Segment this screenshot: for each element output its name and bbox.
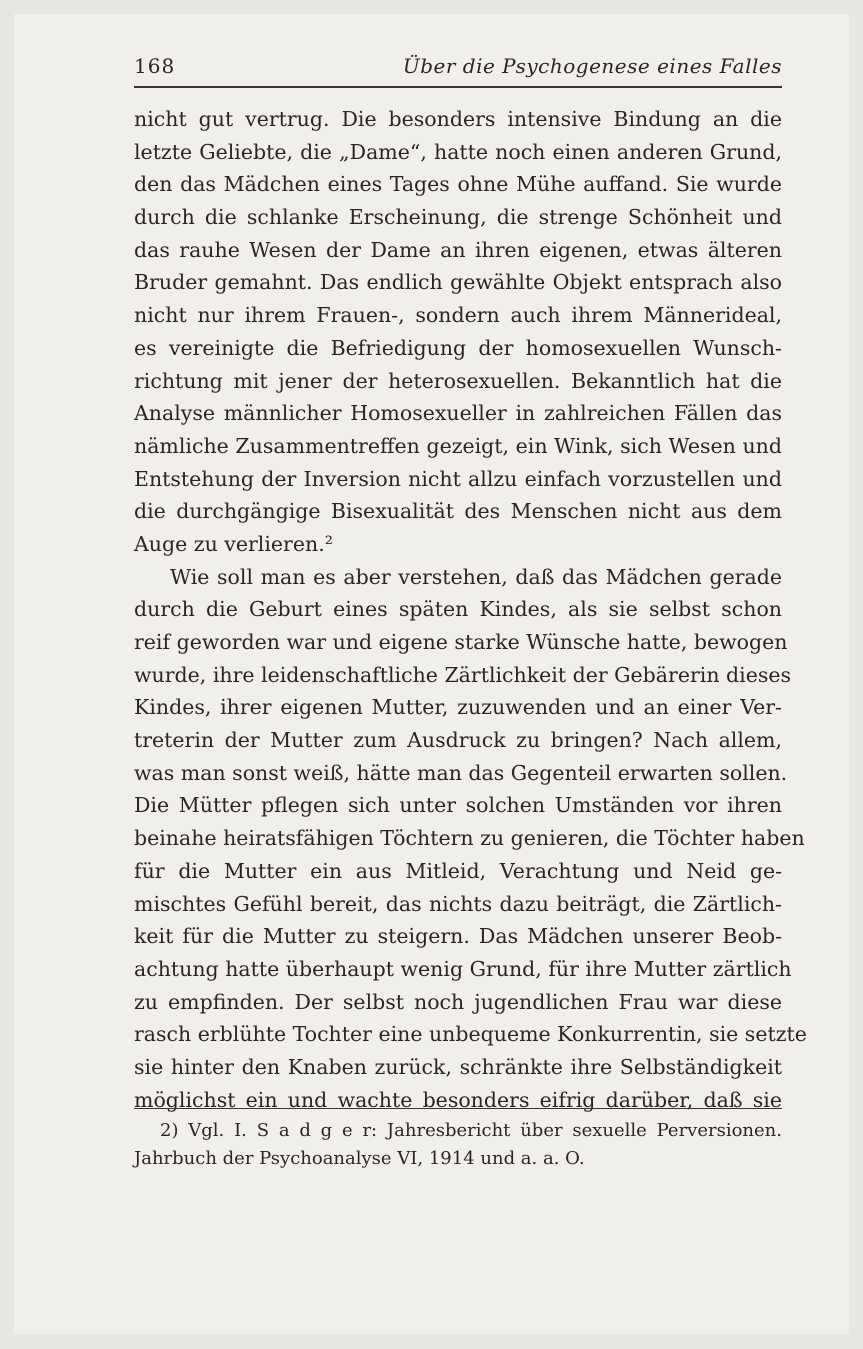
page-number: 168 — [134, 54, 176, 78]
text-line: Analyse männlicher Homosexueller in zahlreichen Fällen das — [134, 401, 782, 426]
footnote-line: Jahrbuch der Psychoanalyse VI, 1914 und a. a. O. — [134, 1148, 585, 1169]
text-line: Kindes, ihrer eigenen Mutter, zuzuwenden und an einer Ver- — [134, 695, 782, 720]
text-line: richtung mit jener der heterosexuellen. Bekanntlich hat die — [134, 368, 782, 393]
text-line: es vereinigte die Befriedigung der homosexuellen Wunsch- — [134, 335, 782, 360]
text-line: Die Mütter pflegen sich unter solchen Umständen vor ihren — [134, 793, 782, 818]
page-header — [134, 54, 782, 84]
text-line: treterin der Mutter zum Ausdruck zu bringen? Nach allem, — [134, 728, 782, 753]
text-line: reif geworden war und eigene starke Wünsche hatte, bewogen — [134, 630, 788, 654]
body-text — [134, 103, 807, 1116]
header-rule — [134, 86, 782, 88]
text-line: beinahe heiratsfähigen Töchtern zu genieren, die Töchter haben — [134, 826, 805, 851]
text-line: durch die Geburt eines späten Kindes, als sie selbst schon — [134, 597, 782, 622]
text-line: Wie soll man es aber verstehen, daß das Mädchen gerade — [170, 564, 782, 589]
text-line: nicht gut vertrug. Die besonders intensive Bindung an die — [134, 107, 782, 131]
text-line: Bruder gemahnt. Das endlich gewählte Objekt entsprach also — [134, 270, 782, 295]
text-line: für die Mutter ein aus Mitleid, Verachtung und Neid ge- — [134, 858, 782, 883]
text-line: möglichst ein und wachte besonders eifrig darüber, daß sie — [134, 1087, 782, 1112]
footnote-rule — [134, 1108, 782, 1109]
text-line: nicht nur ihrem Frauen-, sondern auch ihrem Männerideal, — [134, 303, 782, 328]
text-line: zu empfinden. Der selbst noch jugendlichen Frau war diese — [134, 989, 782, 1014]
text-line: keit für die Mutter zu steigern. Das Mädchen unserer Beob- — [134, 924, 782, 949]
text-line: nämliche Zusammentreffen gezeigt, ein Wink, sich Wesen und — [134, 433, 782, 458]
text-line: die durchgängige Bisexualität des Menschen nicht aus dem — [134, 499, 782, 524]
text-line: Auge zu verlieren.² — [134, 531, 333, 556]
footnote — [134, 1117, 782, 1173]
text-line: was man sonst weiß, hätte man das Gegenteil erwarten sollen. — [134, 760, 788, 785]
text-line: wurde, ihre leidenschaftliche Zärtlichkeit der Gebärerin dieses — [134, 662, 792, 687]
text-line: Entstehung der Inversion nicht allzu einfach vorzustellen und — [134, 466, 782, 491]
text-line: letzte Geliebte, die „Dame“, hatte noch einen anderen Grund, — [134, 139, 782, 164]
text-line: achtung hatte überhaupt wenig Grund, für ihre Mutter zärtlich — [134, 956, 792, 981]
text-line: durch die schlanke Erscheinung, die strenge Schönheit und — [134, 205, 782, 230]
text-line: den das Mädchen eines Tages ohne Mühe auffand. Sie wurde — [134, 172, 782, 197]
text-line: mischtes Gefühl bereit, das nichts dazu beiträgt, die Zärtlich- — [134, 891, 782, 916]
text-line: das rauhe Wesen der Dame an ihren eigenen, etwas älteren — [134, 237, 782, 262]
text-line: sie hinter den Knaben zurück, schränkte ihre Selbständigkeit — [134, 1054, 782, 1079]
footnote-line: 2) Vgl. I. S a d g e r: Jahresbericht über sexuelle Perversionen. — [160, 1120, 782, 1141]
text-line: rasch erblühte Tochter eine unbequeme Konkurrentin, sie setzte — [134, 1022, 807, 1047]
running-title: Über die Psychogenese eines Falles — [402, 54, 782, 78]
